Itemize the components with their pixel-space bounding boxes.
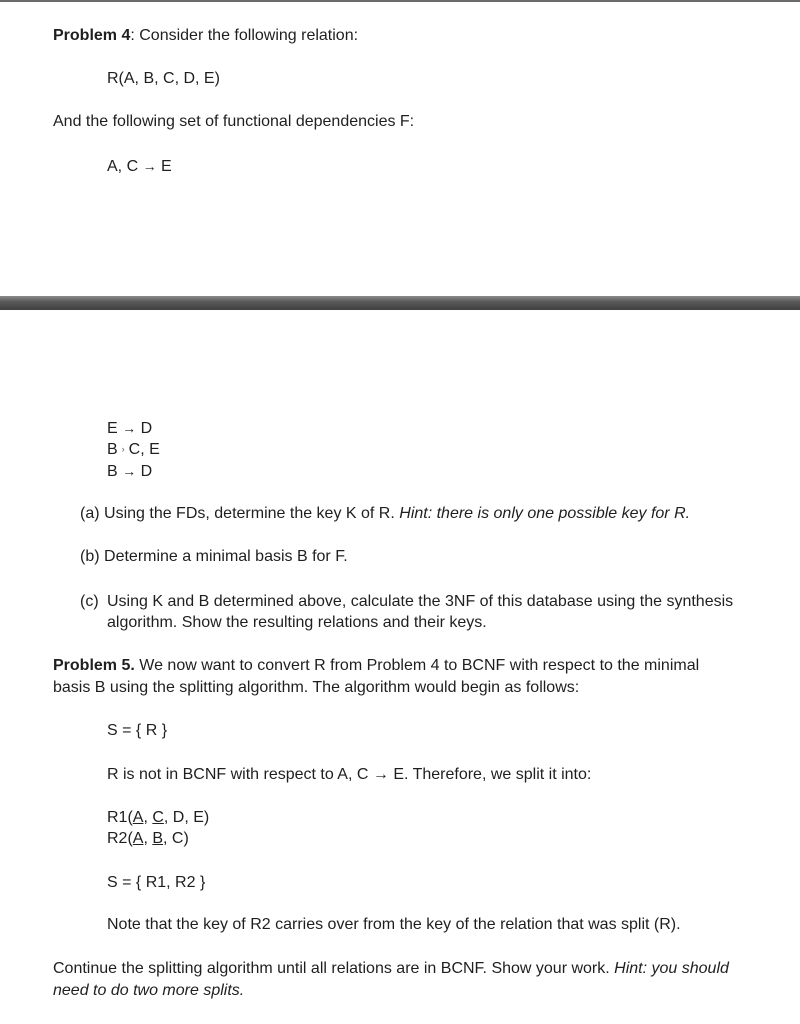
fd-3 — [107, 440, 160, 461]
fd-4-lhs: B — [107, 463, 118, 480]
r2-key-a: A — [132, 830, 144, 847]
problem5-title: Problem 5. — [53, 657, 135, 674]
fd-4 — [107, 461, 152, 482]
problem5-text1: We now want to convert R from Problem 4 to BCNF with respect to the minimal — [134, 657, 700, 674]
part-c-line1: Using K and B determined above, calculate the 3NF of this database using the synthesis — [107, 593, 734, 610]
part-a-text: Using the FDs, determine the key K of R. — [104, 505, 395, 522]
part-a — [80, 504, 690, 524]
r2-sep: , — [143, 830, 153, 847]
fd-2 — [107, 418, 152, 439]
fd-1-rhs: E — [161, 158, 172, 175]
s-after: S = { R1, R2 } — [107, 874, 206, 891]
page-break-divider — [0, 296, 800, 310]
part-c-label: (c) — [80, 593, 99, 610]
r1-key-c: C — [152, 809, 164, 826]
relation-r2 — [107, 829, 189, 849]
problem4-intro: : Consider the following relation: — [130, 27, 359, 44]
fd-2-lhs: E — [107, 420, 118, 437]
fd-intro: And the following set of functional dependencies F: — [53, 113, 415, 130]
r1-rest: , D, E) — [163, 809, 210, 826]
continue-line1 — [53, 959, 729, 979]
problem4-title: Problem 4 — [53, 27, 131, 44]
continue-hint-2: need to do two more splits. — [53, 982, 245, 999]
fd-3-lhs: B — [107, 441, 118, 458]
fd-4-rhs: D — [140, 463, 153, 480]
arrow-icon: → — [122, 463, 137, 479]
top-border — [0, 0, 800, 2]
relation-r: R(A, B, C, D, E) — [107, 70, 220, 87]
part-b — [80, 547, 348, 567]
not-bcnf-text: R is not in BCNF with respect to A, C → E. Therefore, we split it into: — [107, 766, 592, 783]
problem4-heading — [53, 26, 358, 46]
r1-prefix: R1( — [107, 809, 133, 826]
part-a-label: (a) — [80, 505, 100, 522]
part-a-hint: Hint: there is only one possible key for R. — [399, 505, 691, 522]
continue-hint-1: Hint: you should — [614, 960, 729, 977]
small-arrow-icon: › — [121, 444, 125, 454]
continue-text: Continue the splitting algorithm until all relations are in BCNF. Show your work. — [53, 960, 610, 977]
r2-rest: , C) — [163, 830, 189, 847]
r2-prefix: R2( — [107, 830, 133, 847]
s-initial: S = { R } — [107, 722, 168, 739]
problem5-line1 — [53, 656, 699, 676]
arrow-icon: → — [122, 420, 137, 436]
fd-1 — [107, 156, 172, 177]
part-b-text: Determine a minimal basis B for F. — [104, 548, 348, 565]
r2-key-b: B — [152, 830, 164, 847]
relation-r1 — [107, 808, 209, 828]
arrow-icon: → — [142, 158, 157, 174]
part-b-label: (b) — [80, 548, 100, 565]
r1-key-a: A — [132, 809, 144, 826]
fd-2-rhs: D — [140, 420, 153, 437]
problem5-line2: basis B using the splitting algorithm. The algorithm would begin as follows: — [53, 679, 580, 696]
r2-key-note: Note that the key of R2 carries over from the key of the relation that was split (R). — [107, 916, 681, 933]
fd-3-rhs: C, E — [128, 441, 160, 458]
part-c-line2: algorithm. Show the resulting relations and their keys. — [107, 614, 487, 631]
r1-sep: , — [143, 809, 153, 826]
fd-1-lhs: A, C — [107, 158, 139, 175]
